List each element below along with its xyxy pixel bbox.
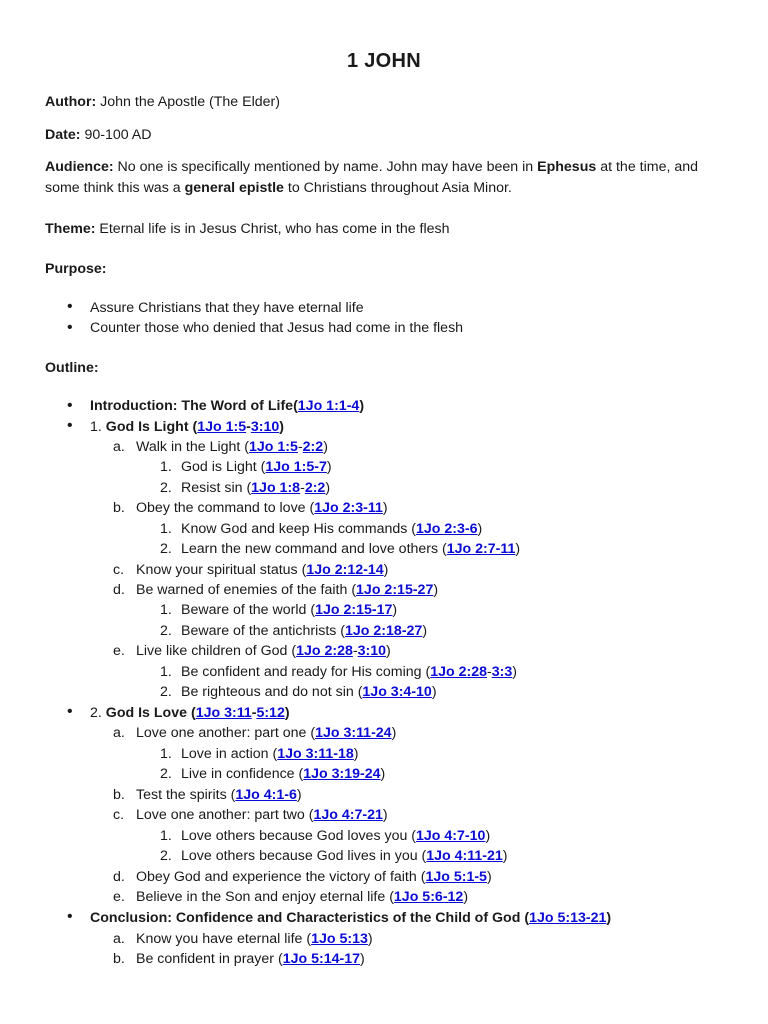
list-marker: 2. [160,766,172,782]
list-marker: e. [113,643,125,659]
outline-item-text: Know you have eternal life [136,931,303,947]
outline-subitem: God is Light (1Jo 1:5-7) [181,459,332,475]
scripture-link[interactable]: 3:3 [491,664,513,680]
scripture-link[interactable]: 1Jo 5:13-21 [529,910,607,926]
scripture-link[interactable]: 1Jo 5:1-5 [425,869,487,885]
audience-text: No one is specifically mentioned by name. John may have been in [117,159,534,175]
page-title: 1 JOHN [346,50,422,72]
purpose-item: Counter those who denied that Jesus had come in the flesh [90,320,464,336]
bullet-icon: • [67,319,73,336]
scripture-link[interactable]: 1Jo 2:15-27 [356,582,434,598]
outline-item-text: Know your spiritual status [136,562,298,578]
list-marker: c. [113,562,125,578]
audience-ephesus: Ephesus [537,159,597,175]
outline-item: Obey God and experience the victory of faith (1Jo 5:1-5) [136,869,492,885]
list-marker: 2. [160,623,172,639]
scripture-link[interactable]: 1Jo 1:5-7 [265,459,327,475]
outline-subitem: Beware of the world (1Jo 2:15-17) [181,602,398,618]
outline-item: Know you have eternal life (1Jo 5:13) [136,931,373,947]
scripture-link[interactable]: 1Jo 5:14-17 [282,951,360,967]
date-label: Date: [45,127,81,143]
scripture-link[interactable]: 1Jo 3:11-18 [277,746,354,762]
list-marker: a. [113,725,125,741]
outline-subitem-text: Resist sin [181,480,243,496]
scripture-link[interactable]: 2:2 [302,439,324,455]
list-marker: 1. [160,459,172,475]
audience-general-epistle: general epistle [184,180,284,196]
outline-subitem: Love in action (1Jo 3:11-18) [181,746,359,762]
scripture-link[interactable]: 1Jo 4:1-6 [235,787,297,803]
list-marker: a. [113,931,125,947]
outline-item-text: Love one another: part one [136,725,307,741]
bullet-icon: • [67,298,73,315]
outline-subitem-text: Learn the new command and love others [181,541,439,557]
scripture-link[interactable]: 5:12 [256,705,285,721]
list-marker: d. [113,869,125,885]
scripture-link[interactable]: 1Jo 5:13 [311,931,368,947]
purpose-label: Purpose: [45,261,107,277]
theme-line [45,219,450,239]
list-marker: b. [113,787,125,803]
outline-item-text: Be warned of enemies of the faith [136,582,348,598]
scripture-link[interactable]: 1Jo 2:28 [430,664,487,680]
audience-text: at the time, and [600,159,699,175]
outline-item-text: Be confident in prayer [136,951,275,967]
list-marker: 2. [160,541,172,557]
list-marker: c. [113,807,125,823]
list-marker: 1. [160,746,172,762]
scripture-link[interactable]: 1Jo 2:3-6 [416,521,478,537]
outline-subitem: Love others because God loves you (1Jo 4:7-10) [181,828,491,844]
outline-item-text: Believe in the Son and enjoy eternal life [136,889,386,905]
scripture-link[interactable]: 3:10 [357,643,387,659]
outline-subitem-text: Beware of the world [181,602,307,618]
list-marker: 1. [160,602,172,618]
outline-subitem: Live in confidence (1Jo 3:19-24) [181,766,386,782]
outline-subitem: Love others because God lives in you (1Jo 4:11-21) [181,848,508,864]
outline-item-text: Walk in the Light [136,439,241,455]
outline-item-text: Love one another: part two [136,807,305,823]
outline-conclusion: Conclusion: Confidence and Characteristics of the Child of God (1Jo 5:13-21) [90,910,612,926]
outline-intro-text: Introduction: The Word of Life [90,398,294,414]
bullet-icon: • [67,703,73,720]
audience-line-1 [45,157,698,177]
outline-label: Outline: [45,360,99,376]
date-value: 90-100 AD [84,127,152,143]
theme-value: Eternal life is in Jesus Christ, who has come in the flesh [99,221,450,237]
audience-text: some think this was a [45,180,181,196]
scripture-link[interactable]: 1Jo 2:15-17 [315,602,393,618]
outline-item-text: Test the spirits [136,787,227,803]
list-marker: e. [113,889,125,905]
outline-subitem-text: Be confident and ready for His coming [181,664,422,680]
list-marker: 2. [160,684,172,700]
list-marker: d. [113,582,125,598]
outline-subitem: Beware of the antichrists (1Jo 2:18-27) [181,623,428,639]
scripture-link[interactable]: 1Jo 2:28 [296,643,353,659]
scripture-link[interactable]: 1Jo 4:7-21 [313,807,383,823]
bullet-icon: • [67,908,73,925]
outline-item: Know your spiritual status (1Jo 2:12-14) [136,562,389,578]
audience-line-2 [45,178,512,198]
section-title: Conclusion: Confidence and Characteristics of the Child of God [90,910,521,926]
outline-subitem: Know God and keep His commands (1Jo 2:3-6) [181,521,483,537]
list-marker: 2. [160,480,172,496]
list-marker: b. [113,951,125,967]
scripture-link[interactable]: 1Jo 2:12-14 [306,562,384,578]
outline-item: Live like children of God (1Jo 2:28-3:10) [136,643,391,659]
scripture-link[interactable]: 1Jo 3:19-24 [303,766,381,782]
outline-item: Be warned of enemies of the faith (1Jo 2:15-27) [136,582,439,598]
theme-label: Theme: [45,221,96,237]
scripture-link[interactable]: 1Jo 3:11-24 [315,725,392,741]
list-marker: 2. [160,848,172,864]
author-line [45,92,280,112]
outline-subitem-text: Live in confidence [181,766,295,782]
outline-item-text: Live like children of God [136,643,288,659]
scripture-link[interactable]: 1Jo 2:7-11 [446,541,516,557]
outline-item-text: Obey God and experience the victory of faith [136,869,417,885]
outline-section-1: 1. God Is Light (1Jo 1:5-3:10) [90,419,285,435]
outline-subitem-text: Be righteous and do not sin [181,684,354,700]
section-number: 2. [90,705,102,721]
scripture-link[interactable]: 1Jo 3:11 [195,705,252,721]
scripture-link[interactable]: 1Jo 3:4-10 [362,684,432,700]
outline-item: Obey the command to love (1Jo 2:3-11) [136,500,388,516]
author-label: Author: [45,94,97,110]
outline-intro: Introduction: The Word of Life(1Jo 1:1-4) [90,398,365,414]
scripture-link[interactable]: 1Jo 2:18-27 [345,623,423,639]
section-title: God Is Light [105,419,189,435]
outline-subitem: Be confident and ready for His coming (1Jo 2:28-3:3) [181,664,517,680]
list-marker: 1. [160,828,172,844]
outline-item: Walk in the Light (1Jo 1:5-2:2) [136,439,328,455]
outline-subitem-text: Love others because God lives in you [181,848,418,864]
bullet-icon: • [67,417,73,434]
purpose-item: Assure Christians that they have eternal life [90,300,364,316]
date-line [45,125,151,145]
scripture-link[interactable]: 2:2 [304,480,326,496]
list-marker: b. [113,500,125,516]
scripture-link[interactable]: 1Jo 1:8 [251,480,301,496]
section-number: 1. [90,419,102,435]
outline-subitem-text: God is Light [181,459,257,475]
outline-item: Test the spirits (1Jo 4:1-6) [136,787,302,803]
section-title: God Is Love [105,705,187,721]
list-marker: 1. [160,521,172,537]
list-marker: a. [113,439,125,455]
outline-subitem-text: Love in action [181,746,269,762]
outline-item: Be confident in prayer (1Jo 5:14-17) [136,951,365,967]
outline-subitem: Learn the new command and love others (1Jo 2:7-11) [181,541,521,557]
outline-subitem: Resist sin (1Jo 1:8-2:2) [181,480,331,496]
outline-item: Love one another: part one (1Jo 3:11-24) [136,725,397,741]
outline-subitem-text: Know God and keep His commands [181,521,408,537]
scripture-link[interactable]: 1Jo 1:5 [197,419,247,435]
outline-item-text: Obey the command to love [136,500,306,516]
scripture-link[interactable]: 1Jo 1:5 [249,439,298,455]
outline-item: Believe in the Son and enjoy eternal life (1Jo 5:6-12) [136,889,469,905]
scripture-link[interactable]: 1Jo 4:7-10 [416,828,486,844]
list-marker: 1. [160,664,172,680]
audience-label: Audience: [45,159,114,175]
outline-subitem-text: Beware of the antichrists [181,623,337,639]
scripture-link[interactable]: 1Jo 2:3-11 [314,500,383,516]
scripture-link[interactable]: 3:10 [250,419,280,435]
scripture-link[interactable]: 1Jo 4:11-21 [426,848,503,864]
bullet-icon: • [67,397,73,414]
outline-section-2: 2. God Is Love (1Jo 3:11-5:12) [90,705,290,721]
audience-text: to Christians throughout Asia Minor. [287,180,512,196]
author-value: John the Apostle (The Elder) [100,94,280,110]
outline-item: Love one another: part two (1Jo 4:7-21) [136,807,388,823]
scripture-link[interactable]: 1Jo 1:1-4 [297,398,360,414]
scripture-link[interactable]: 1Jo 5:6-12 [393,889,464,905]
outline-subitem: Be righteous and do not sin (1Jo 3:4-10) [181,684,437,700]
outline-subitem-text: Love others because God loves you [181,828,408,844]
